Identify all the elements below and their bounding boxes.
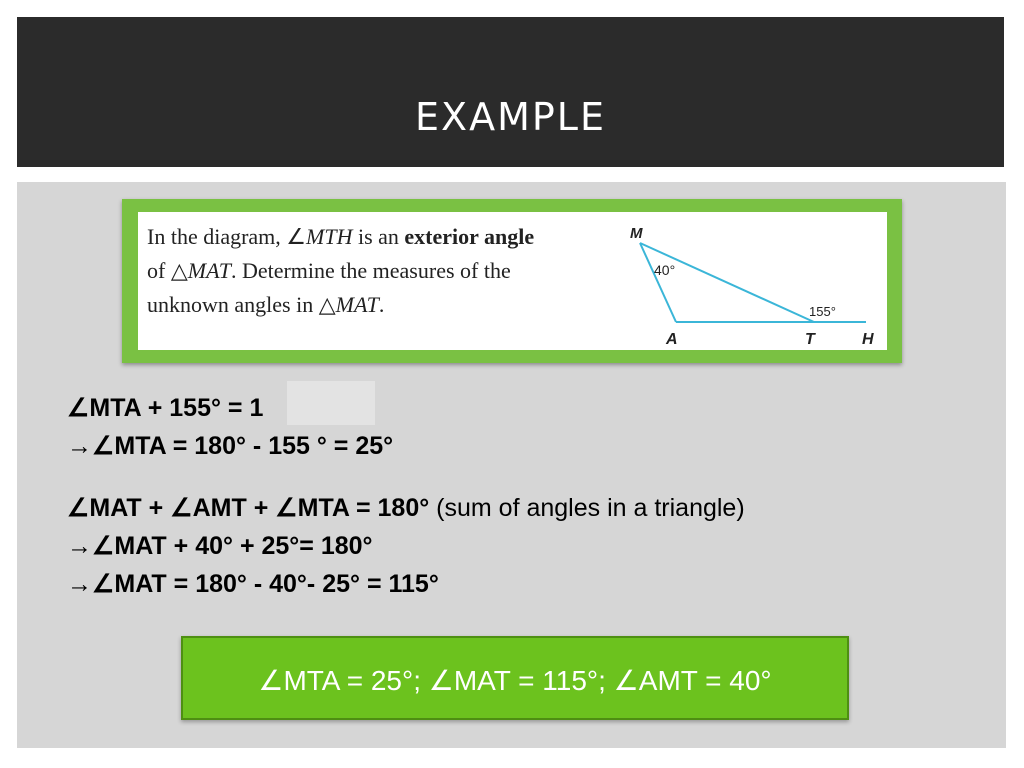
solution-line-5: →∠MAT = 180° - 40°- 25° = 115° — [67, 570, 439, 598]
problem-card — [138, 212, 887, 350]
point-label-h: H — [862, 331, 874, 348]
solution-line-2: →∠MTA = 180° - 155 ° = 25° — [67, 432, 394, 460]
triangle-side-ma — [640, 243, 676, 322]
triangle-diagram — [138, 212, 887, 350]
vertex-label-a: A — [666, 331, 678, 348]
problem-line-3: unknown angles in △MAT. — [147, 292, 385, 317]
solution-line-1: ∠MTA + 155° = 1 — [67, 394, 264, 422]
angle-label-m: 40° — [654, 262, 676, 278]
problem-line-1: In the diagram, ∠MTH is an exterior angle — [147, 224, 535, 249]
title-bar — [17, 17, 1004, 167]
triangle-side-mt — [640, 243, 814, 322]
problem-line-2: of △MAT. Determine the measures of the — [147, 258, 511, 283]
solution-line-3: ∠MAT + ∠AMT + ∠MTA = 180° (sum of angles in a triangle) — [67, 494, 745, 522]
answer-box — [181, 636, 849, 720]
answer-text: ∠MTA = 25°; ∠MAT = 115°; ∠AMT = 40° — [258, 665, 772, 696]
problem-frame — [122, 199, 902, 363]
angle-label-t: 155° — [809, 304, 836, 319]
slide-title: EXAMPLE — [415, 95, 606, 139]
solution-line-4: →∠MAT + 40° + 25°= 180° — [67, 532, 373, 560]
vertex-label-t: T — [805, 331, 815, 348]
obscured-region — [287, 381, 375, 425]
solution-note: (sum of angles in a triangle) — [429, 494, 745, 522]
vertex-label-m: M — [630, 225, 643, 242]
